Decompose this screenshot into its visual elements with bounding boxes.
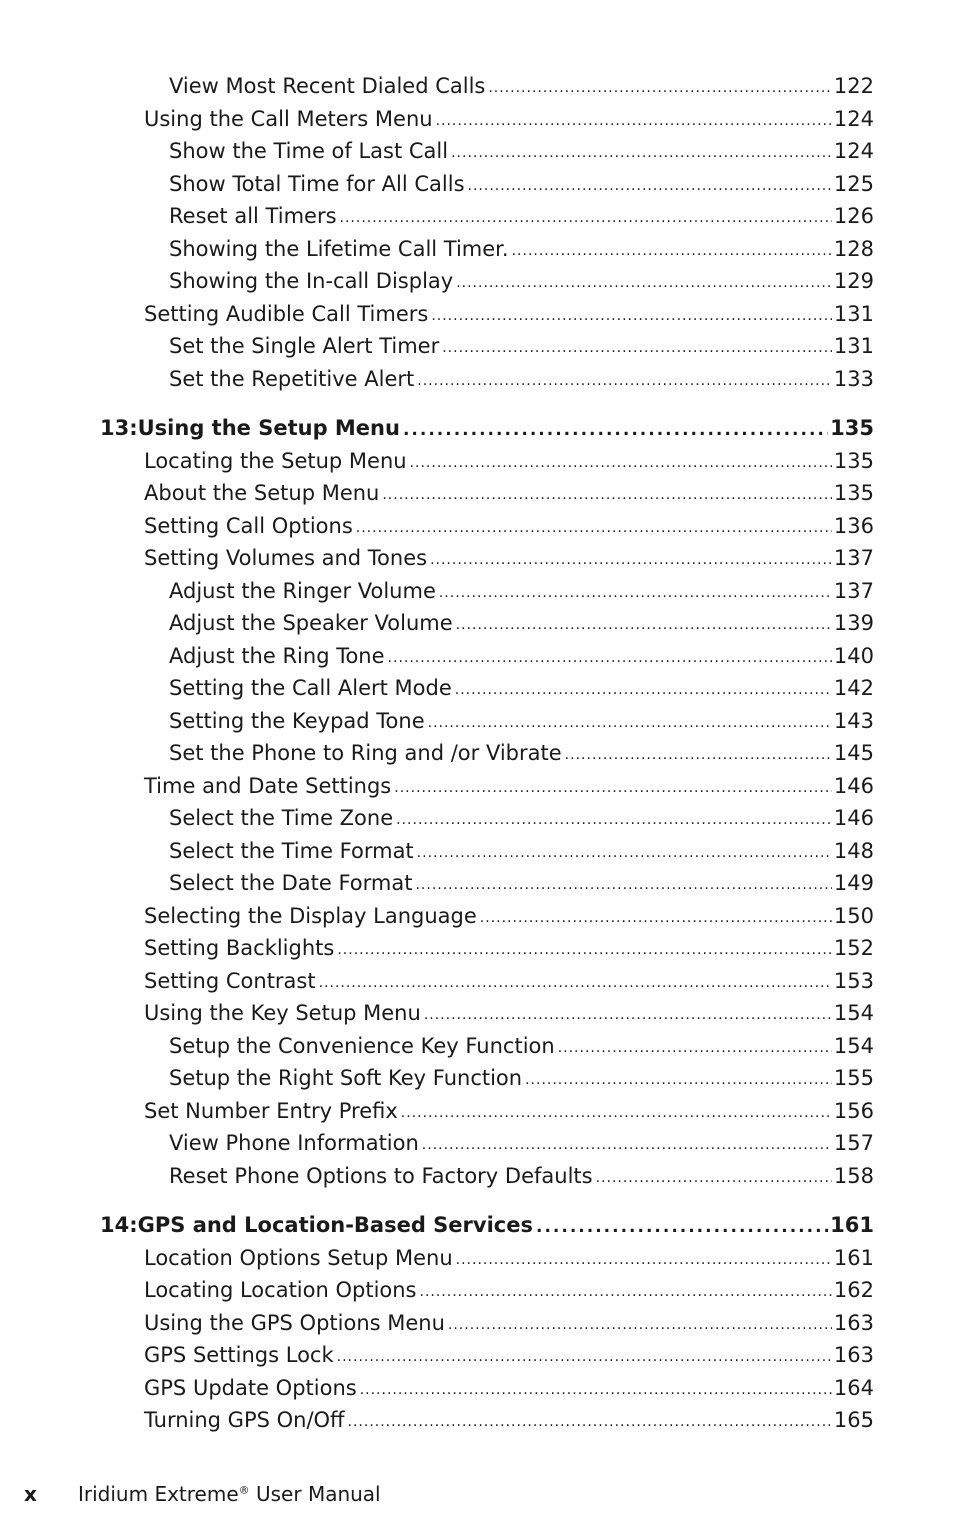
- toc-entry-page: 149: [833, 871, 874, 895]
- toc-entry-page: 163: [833, 1310, 874, 1335]
- dot-leader: [436, 105, 832, 138]
- dot-leader: [401, 1097, 832, 1130]
- dot-leader: [480, 902, 832, 935]
- chapter-number: 13:: [100, 416, 138, 440]
- toc-entry-title: View Phone Information: [169, 1131, 419, 1155]
- chapter-number: 14:: [100, 1213, 138, 1237]
- toc-entry[interactable]: [0, 200, 874, 233]
- dot-leader: [424, 999, 832, 1032]
- toc-entry[interactable]: [0, 70, 874, 103]
- dot-leader: [356, 512, 832, 545]
- toc-entry-page: 153: [833, 968, 874, 993]
- dot-leader: [455, 674, 832, 707]
- toc-entry-title: Show Total Time for All Calls: [169, 171, 465, 196]
- dot-leader: [337, 1341, 832, 1374]
- toc-entry-title: View Most Recent Dialed Calls: [169, 74, 486, 98]
- toc-entry-page: 154: [833, 1033, 874, 1058]
- toc-entry-page: 136: [833, 513, 874, 538]
- toc-entry[interactable]: [0, 900, 874, 933]
- toc-entry[interactable]: [0, 1030, 874, 1063]
- toc-entry-title: Set Number Entry Prefix: [144, 1098, 398, 1123]
- dot-leader: [596, 1162, 832, 1195]
- dot-leader: [417, 365, 832, 398]
- toc-entry-title: Setting Audible Call Timers: [144, 301, 429, 326]
- toc-entry-title: Locating the Setup Menu: [144, 448, 407, 473]
- dot-leader: [488, 72, 832, 105]
- dot-leader: [382, 479, 832, 512]
- toc-entry-title: Show the Time of Last Call: [169, 139, 449, 163]
- toc-entry-page: 163: [833, 1343, 874, 1367]
- toc-entry-page: 124: [833, 139, 874, 163]
- toc-entry-page: 146: [833, 806, 874, 830]
- toc-entry-title: Setup the Right Soft Key Function: [169, 1066, 523, 1090]
- toc-entry-page: 135: [830, 416, 874, 440]
- toc-entry-page: 150: [833, 903, 874, 928]
- toc-entry[interactable]: [0, 1127, 874, 1160]
- toc-entry-title: Locating Location Options: [144, 1278, 417, 1302]
- page-number: x: [24, 1482, 37, 1506]
- toc-entry-title: Setting the Keypad Tone: [169, 708, 425, 733]
- dot-leader: [417, 837, 832, 870]
- toc-entry[interactable]: [0, 737, 874, 770]
- page-footer: [24, 1482, 381, 1506]
- toc-entry-title: Using the Key Setup Menu: [144, 1001, 421, 1025]
- toc-entry-page: 155: [833, 1066, 874, 1090]
- dot-leader: [410, 447, 832, 480]
- toc-entry-page: 131: [833, 334, 874, 358]
- toc-entry-page: 164: [833, 1375, 874, 1400]
- toc-entry-title: Selecting the Display Language: [144, 903, 477, 928]
- toc-entry-title: Setting Call Options: [144, 513, 353, 538]
- toc-entry-page: 133: [833, 366, 874, 391]
- toc-entry-title: Select the Time Zone: [169, 806, 394, 830]
- dot-leader: [525, 1064, 832, 1097]
- toc-entry-page: 156: [833, 1098, 874, 1123]
- toc-entry-page: 142: [833, 676, 874, 700]
- toc-entry-title: Location Options Setup Menu: [144, 1245, 453, 1270]
- toc-entry-page: 145: [833, 741, 874, 765]
- toc-entry[interactable]: [0, 867, 874, 900]
- toc-entry[interactable]: [0, 1242, 874, 1275]
- toc-entry[interactable]: [0, 135, 874, 168]
- toc-entry-title: Adjust the Speaker Volume: [169, 611, 453, 635]
- toc-entry-title: Time and Date Settings: [144, 773, 392, 798]
- toc-entry-page: 152: [833, 936, 874, 960]
- toc-entry-page: 165: [833, 1408, 874, 1432]
- dot-leader: [439, 577, 832, 610]
- toc-entry[interactable]: [0, 1160, 874, 1193]
- toc-entry-page: 158: [833, 1163, 874, 1188]
- toc-entry-page: 137: [833, 578, 874, 603]
- toc-entry-title: Setting Volumes and Tones: [144, 546, 428, 570]
- toc-entry[interactable]: [0, 1372, 874, 1405]
- toc-chapter-entry[interactable]: [0, 412, 874, 445]
- toc-entry[interactable]: [0, 1307, 874, 1340]
- dot-leader: [512, 235, 832, 268]
- toc-entry-page: 122: [833, 74, 874, 98]
- toc-entry[interactable]: [0, 932, 874, 965]
- dot-leader: [360, 1374, 832, 1407]
- toc-entry[interactable]: [0, 607, 874, 640]
- toc-entry-page: 131: [833, 301, 874, 326]
- toc-entry[interactable]: [0, 363, 874, 396]
- toc-entry-title: Set the Repetitive Alert: [169, 366, 415, 391]
- toc-entry-page: 137: [833, 546, 874, 570]
- dot-leader: [340, 202, 832, 235]
- dot-leader: [442, 332, 832, 365]
- toc-entry[interactable]: [0, 168, 874, 201]
- toc-entry-page: 161: [833, 1245, 874, 1270]
- toc-entry[interactable]: [0, 1274, 874, 1307]
- toc-entry[interactable]: [0, 330, 874, 363]
- toc-entry-title: Showing the Lifetime Call Timer.: [169, 236, 509, 261]
- toc-entry-page: 157: [833, 1131, 874, 1155]
- toc-entry[interactable]: [0, 835, 874, 868]
- toc-entry-page: 135: [833, 448, 874, 473]
- manual-title-name: Iridium Extreme: [78, 1482, 239, 1506]
- dot-leader: [388, 642, 832, 675]
- toc-entry[interactable]: [0, 640, 874, 673]
- toc-entry[interactable]: [0, 672, 874, 705]
- toc-entry-title: Turning GPS On/Off: [144, 1408, 345, 1432]
- toc-entry[interactable]: [0, 233, 874, 266]
- toc-entry-page: 140: [833, 643, 874, 668]
- toc-entry-page: 128: [833, 236, 874, 261]
- table-of-contents: [0, 70, 975, 1437]
- toc-entry[interactable]: [0, 445, 874, 478]
- toc-entry-page: 124: [833, 106, 874, 131]
- toc-entry[interactable]: [0, 1339, 874, 1372]
- toc-entry[interactable]: [0, 265, 874, 298]
- toc-entry-title: Adjust the Ringer Volume: [169, 578, 436, 603]
- toc-entry-title: Set the Phone to Ring and /or Vibrate: [169, 741, 562, 765]
- toc-entry-title: Reset all Timers: [169, 204, 337, 228]
- toc-entry-title: Using the Setup Menu: [137, 416, 400, 440]
- toc-entry-title: Setting Contrast: [144, 968, 316, 993]
- toc-entry-title: Showing the In-call Display: [169, 269, 454, 293]
- registered-mark: ®: [238, 1483, 250, 1497]
- dot-leader: [536, 1211, 828, 1244]
- toc-entry[interactable]: [0, 298, 874, 331]
- toc-entry[interactable]: [0, 705, 874, 738]
- toc-entry-page: 125: [833, 171, 874, 196]
- toc-entry-page: 161: [830, 1213, 874, 1237]
- toc-entry-title: Using the Call Meters Menu: [144, 106, 433, 131]
- toc-entry[interactable]: [0, 542, 874, 575]
- toc-entry[interactable]: [0, 103, 874, 136]
- toc-entry-page: 148: [833, 838, 874, 863]
- dot-leader: [319, 967, 832, 1000]
- dot-leader: [348, 1406, 832, 1439]
- toc-chapter-entry[interactable]: [0, 1209, 874, 1242]
- toc-entry[interactable]: [0, 965, 874, 998]
- dot-leader: [337, 934, 832, 967]
- toc-entry-title: Setting Backlights: [144, 936, 335, 960]
- toc-entry[interactable]: [0, 1095, 874, 1128]
- dot-leader: [558, 1032, 832, 1065]
- toc-entry-title: GPS and Location-Based Services: [137, 1213, 533, 1237]
- dot-leader: [420, 1276, 832, 1309]
- toc-entry[interactable]: [0, 997, 874, 1030]
- dot-leader: [456, 609, 832, 642]
- toc-entry-title: Select the Date Format: [169, 871, 413, 895]
- toc-entry-page: 139: [833, 611, 874, 635]
- toc-entry-title: Set the Single Alert Timer: [169, 334, 440, 358]
- dot-leader: [394, 772, 832, 805]
- toc-entry[interactable]: [0, 477, 874, 510]
- toc-entry-title: Select the Time Format: [169, 838, 414, 863]
- toc-entry-title: GPS Settings Lock: [144, 1343, 334, 1367]
- toc-entry-title: Setup the Convenience Key Function: [169, 1033, 555, 1058]
- manual-title: [78, 1482, 381, 1506]
- toc-entry-title: Setting the Call Alert Mode: [169, 676, 452, 700]
- dot-leader: [456, 267, 832, 300]
- dot-leader: [451, 137, 832, 170]
- toc-entry-title: Adjust the Ring Tone: [169, 643, 385, 668]
- toc-entry-page: 154: [833, 1001, 874, 1025]
- toc-entry[interactable]: [0, 1404, 874, 1437]
- dot-leader: [415, 869, 831, 902]
- dot-leader: [448, 1309, 832, 1342]
- toc-entry-page: 162: [833, 1278, 874, 1302]
- toc-entry-page: 129: [833, 269, 874, 293]
- dot-leader: [431, 300, 832, 333]
- toc-entry-page: 135: [833, 481, 874, 505]
- toc-entry[interactable]: [0, 510, 874, 543]
- toc-entry-title: Reset Phone Options to Factory Defaults: [169, 1163, 593, 1188]
- dot-leader: [468, 170, 832, 203]
- toc-entry-page: 143: [833, 708, 874, 733]
- toc-entry[interactable]: [0, 770, 874, 803]
- dot-leader: [403, 414, 828, 447]
- toc-entry-title: GPS Update Options: [144, 1375, 357, 1400]
- dot-leader: [430, 544, 832, 577]
- dot-leader: [396, 804, 832, 837]
- dot-leader: [565, 739, 832, 772]
- toc-entry[interactable]: [0, 1062, 874, 1095]
- toc-entry-title: About the Setup Menu: [144, 481, 380, 505]
- manual-title-suffix: User Manual: [249, 1482, 381, 1506]
- dot-leader: [456, 1244, 832, 1277]
- toc-entry-page: 146: [833, 773, 874, 798]
- toc-entry-page: 126: [833, 204, 874, 228]
- dot-leader: [422, 1129, 832, 1162]
- toc-entry[interactable]: [0, 575, 874, 608]
- dot-leader: [428, 707, 832, 740]
- toc-entry[interactable]: [0, 802, 874, 835]
- toc-entry-title: Using the GPS Options Menu: [144, 1310, 445, 1335]
